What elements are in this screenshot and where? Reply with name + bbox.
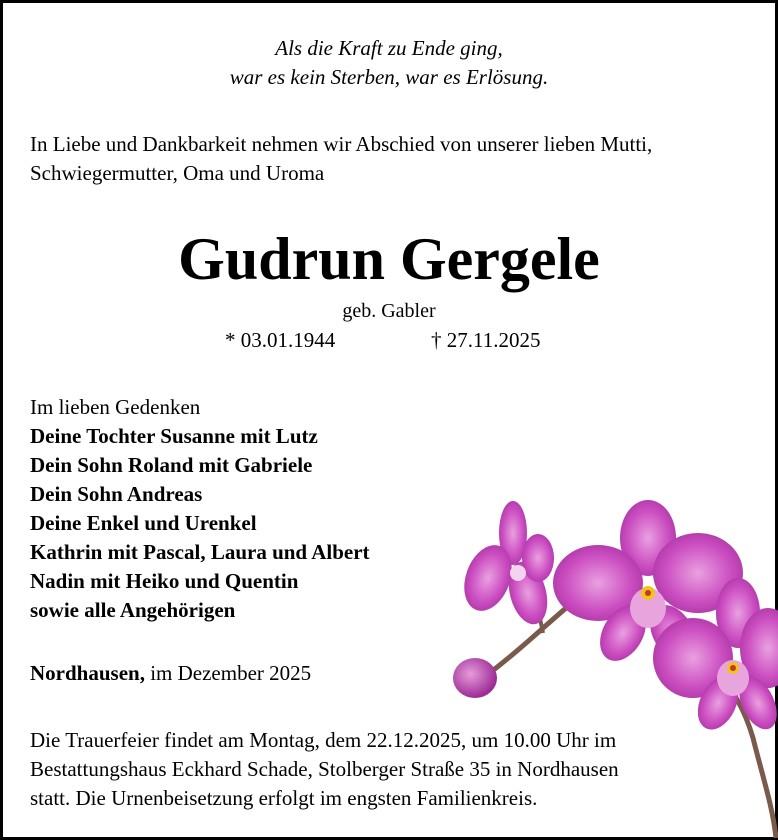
funeral-info-line-2: Bestattungshaus Eckhard Schade, Stolberger Straße 35 in Nordhausen bbox=[30, 757, 619, 781]
maiden-name: geb. Gabler bbox=[342, 300, 436, 322]
birth-date: * 03.01.1944 bbox=[225, 328, 336, 352]
deceased-name: Gudrun Gergele bbox=[178, 226, 600, 292]
mourners-list bbox=[30, 393, 370, 625]
place-city: Nordhausen, bbox=[30, 661, 145, 685]
intro-line-2: Schwiegermutter, Oma und Uroma bbox=[30, 161, 325, 185]
funeral-info-line-3: statt. Die Urnenbeisetzung erfolgt im engsten Familienkreis. bbox=[30, 786, 538, 810]
mourner-line: Deine Enkel und Urenkel bbox=[30, 511, 257, 535]
mourner-line: Deine Tochter Susanne mit Lutz bbox=[30, 424, 318, 448]
place-and-date bbox=[30, 661, 311, 686]
mourner-line: Dein Sohn Andreas bbox=[30, 482, 203, 506]
mourner-line: sowie alle Angehörigen bbox=[30, 598, 236, 622]
quote-line-2: war es kein Sterben, war es Erlösung. bbox=[229, 65, 549, 89]
mourner-line: Kathrin mit Pascal, Laura und Albert bbox=[30, 540, 370, 564]
death-date: † 27.11.2025 bbox=[431, 328, 541, 352]
place-date: im Dezember 2025 bbox=[144, 661, 312, 685]
orchid-flower-image bbox=[443, 498, 778, 838]
intro-line-1: In Liebe und Dankbarkeit nehmen wir Abschied von unserer lieben Mutti, bbox=[30, 132, 653, 156]
quote-line-1: Als die Kraft zu Ende ging, bbox=[275, 36, 503, 60]
mourner-line: Nadin mit Heiko und Quentin bbox=[30, 569, 299, 593]
mourners-heading: Im lieben Gedenken bbox=[30, 395, 201, 419]
funeral-info-line-1: Die Trauerfeier findet am Montag, dem 22.12.2025, um 10.00 Uhr im bbox=[30, 728, 617, 752]
mourner-line: Dein Sohn Roland mit Gabriele bbox=[30, 453, 313, 477]
